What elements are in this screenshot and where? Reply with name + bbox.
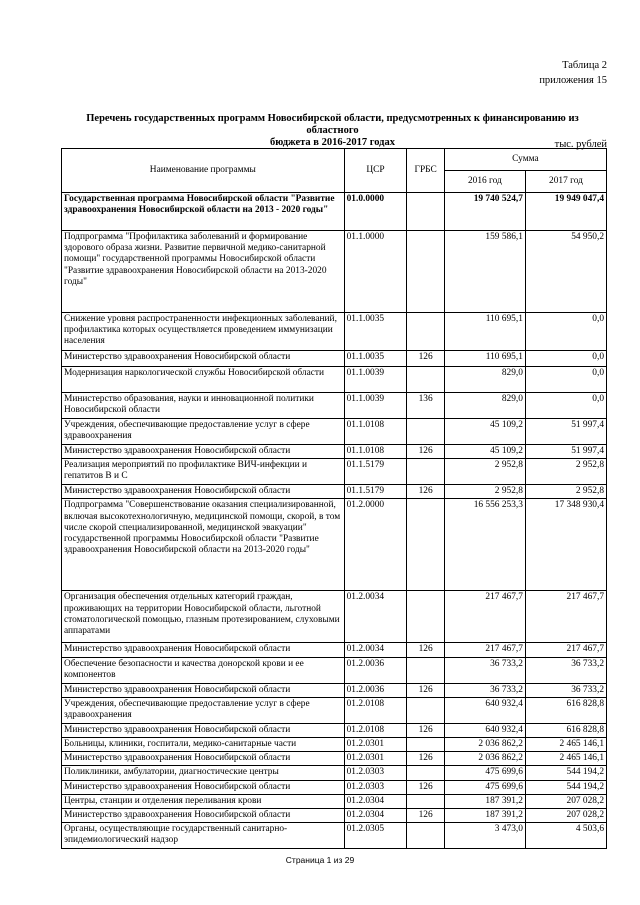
- table-row: [62, 697, 607, 723]
- row-2017-cell: 0,0: [525, 313, 606, 351]
- row-csr-cell: 01.1.0108: [344, 419, 407, 445]
- row-name-cell: Подпрограмма "Профилактика заболеваний и формирование здорового образа жизни. Развитие первичной медико-санитарной помощи" государственной программы Новосибирской области "Развитие здравоохранения Новосибирской области на 2013-2020 годы": [62, 231, 345, 313]
- row-name-cell: Учреждения, обеспечивающие предоставление услуг в сфере здравоохранения: [62, 419, 345, 445]
- row-csr-cell: 01.1.0039: [344, 367, 407, 393]
- row-name-cell: Учреждения, обеспечивающие предоставление услуг в сфере здравоохранения: [62, 697, 345, 723]
- row-2016-cell: 829,0: [444, 393, 525, 419]
- row-name-cell: Центры, станции и отделения переливания крови: [62, 794, 345, 808]
- row-csr-cell: 01.2.0304: [344, 794, 407, 808]
- row-csr-cell: 01.1.0035: [344, 351, 407, 367]
- table-row: [62, 419, 607, 445]
- row-grbs-cell: 136: [407, 393, 444, 419]
- row-name-cell: Министерство здравоохранения Новосибирской области: [62, 643, 345, 657]
- row-2016-cell: 2 036 862,2: [444, 738, 525, 752]
- row-csr-cell: 01.1.5179: [344, 459, 407, 485]
- row-2017-cell: 36 733,2: [525, 683, 606, 697]
- row-2016-cell: 475 699,6: [444, 780, 525, 794]
- row-2017-cell: 544 194,2: [525, 780, 606, 794]
- row-grbs-cell: [407, 459, 444, 485]
- row-csr-cell: 01.2.0304: [344, 809, 407, 823]
- row-2017-cell: 2 952,8: [525, 459, 606, 485]
- table-row: [62, 766, 607, 780]
- row-name-cell: Министерство здравоохранения Новосибирской области: [62, 683, 345, 697]
- table-row: [62, 193, 607, 231]
- header-2016: 2016 год: [444, 171, 525, 193]
- row-2016-cell: 217 467,7: [444, 591, 525, 643]
- row-grbs-cell: 126: [407, 723, 444, 737]
- row-csr-cell: 01.1.0000: [344, 231, 407, 313]
- title-line-2: бюджета в 2016-2017 годах: [270, 137, 395, 148]
- row-2017-cell: 0,0: [525, 367, 606, 393]
- programs-table: [61, 148, 607, 849]
- table-row: [62, 683, 607, 697]
- row-csr-cell: 01.2.0036: [344, 683, 407, 697]
- row-grbs-cell: [407, 766, 444, 780]
- row-2017-cell: 0,0: [525, 351, 606, 367]
- row-name-cell: Больницы, клиники, госпитали, медико-санитарные части: [62, 738, 345, 752]
- row-2017-cell: 17 348 930,4: [525, 499, 606, 591]
- row-2017-cell: 2 465 146,1: [525, 738, 606, 752]
- row-csr-cell: 01.2.0034: [344, 591, 407, 643]
- row-2017-cell: 2 465 146,1: [525, 752, 606, 766]
- row-2017-cell: 207 028,2: [525, 794, 606, 808]
- row-name-cell: Модернизация наркологической службы Новосибирской области: [62, 367, 345, 393]
- row-csr-cell: 01.2.0108: [344, 697, 407, 723]
- table-row: [62, 823, 607, 849]
- row-grbs-cell: 126: [407, 351, 444, 367]
- row-csr-cell: 01.2.0303: [344, 766, 407, 780]
- row-name-cell: Министерство здравоохранения Новосибирской области: [62, 752, 345, 766]
- row-csr-cell: 01.1.0035: [344, 313, 407, 351]
- row-2017-cell: 4 503,6: [525, 823, 606, 849]
- row-name-cell: Министерство здравоохранения Новосибирской области: [62, 780, 345, 794]
- row-csr-cell: 01.2.0305: [344, 823, 407, 849]
- table-row: [62, 794, 607, 808]
- page-footer: Страница 1 из 29: [285, 855, 355, 865]
- row-2016-cell: 187 391,2: [444, 809, 525, 823]
- row-grbs-cell: [407, 313, 444, 351]
- row-2016-cell: 2 036 862,2: [444, 752, 525, 766]
- table-row: [62, 657, 607, 683]
- row-2016-cell: 3 473,0: [444, 823, 525, 849]
- table-row: [62, 445, 607, 459]
- row-grbs-cell: [407, 231, 444, 313]
- row-2016-cell: 2 952,8: [444, 485, 525, 499]
- document-title: [60, 113, 605, 149]
- row-2016-cell: 640 932,4: [444, 697, 525, 723]
- row-csr-cell: 01.1.0108: [344, 445, 407, 459]
- row-2016-cell: 829,0: [444, 367, 525, 393]
- row-2016-cell: 187 391,2: [444, 794, 525, 808]
- header-2017: 2017 год: [525, 171, 606, 193]
- row-2016-cell: 36 733,2: [444, 683, 525, 697]
- row-2016-cell: 640 932,4: [444, 723, 525, 737]
- header-csr: ЦСР: [344, 149, 407, 193]
- table-row: [62, 459, 607, 485]
- row-grbs-cell: [407, 823, 444, 849]
- table-body: [62, 193, 607, 849]
- table-number: Таблица 2: [562, 60, 607, 71]
- row-2017-cell: 0,0: [525, 393, 606, 419]
- row-2016-cell: 217 467,7: [444, 643, 525, 657]
- table-annex-label: [539, 58, 607, 88]
- row-csr-cell: 01.2.0034: [344, 643, 407, 657]
- row-grbs-cell: [407, 697, 444, 723]
- title-line-1: Перечень государственных программ Новосибирской области, предусмотренных к финансированию из областного: [86, 113, 579, 136]
- row-2016-cell: 475 699,6: [444, 766, 525, 780]
- row-grbs-cell: 126: [407, 445, 444, 459]
- row-name-cell: Органы, осуществляющие государственный санитарно-эпидемиологический надзор: [62, 823, 345, 849]
- row-2017-cell: 51 997,4: [525, 419, 606, 445]
- row-csr-cell: 01.2.0303: [344, 780, 407, 794]
- header-name: Наименование программы: [62, 149, 345, 193]
- row-grbs-cell: 126: [407, 683, 444, 697]
- row-grbs-cell: 126: [407, 485, 444, 499]
- row-name-cell: Министерство образования, науки и инновационной политики Новосибирской области: [62, 393, 345, 419]
- row-2017-cell: 217 467,7: [525, 643, 606, 657]
- table-row: [62, 643, 607, 657]
- row-name-cell: Обеспечение безопасности и качества донорской крови и ее компонентов: [62, 657, 345, 683]
- table-row: [62, 809, 607, 823]
- table-row: [62, 591, 607, 643]
- row-csr-cell: 01.0.0000: [344, 193, 407, 231]
- row-2016-cell: 110 695,1: [444, 313, 525, 351]
- table-row: [62, 723, 607, 737]
- row-name-cell: Реализация мероприятий по профилактике ВИЧ-инфекции и гепатитов В и С: [62, 459, 345, 485]
- row-grbs-cell: 126: [407, 780, 444, 794]
- table-row: [62, 393, 607, 419]
- table-row: [62, 485, 607, 499]
- row-grbs-cell: [407, 657, 444, 683]
- table-row: [62, 367, 607, 393]
- row-grbs-cell: [407, 738, 444, 752]
- row-name-cell: Министерство здравоохранения Новосибирской области: [62, 809, 345, 823]
- row-2017-cell: 217 467,7: [525, 591, 606, 643]
- table-row: [62, 499, 607, 591]
- row-grbs-cell: [407, 193, 444, 231]
- row-name-cell: Подпрограмма "Совершенствование оказания специализированной, включая высокотехнологичную, медицинской помощи, скорой, в том числе скорой специализированной, медицинской эвакуации" государственной программы Новосибирской области "Развитие здравоохранения Новосибирской области на 2013-2020 годы": [62, 499, 345, 591]
- table-row: [62, 313, 607, 351]
- row-2016-cell: 2 952,8: [444, 459, 525, 485]
- row-2017-cell: 2 952,8: [525, 485, 606, 499]
- row-name-cell: Поликлиники, амбулатории, диагностические центры: [62, 766, 345, 780]
- units-label: тыс. рублей: [554, 139, 607, 150]
- row-2017-cell: 616 828,8: [525, 697, 606, 723]
- row-name-cell: Министерство здравоохранения Новосибирской области: [62, 445, 345, 459]
- row-grbs-cell: [407, 367, 444, 393]
- table-row: [62, 780, 607, 794]
- row-2017-cell: 54 950,2: [525, 231, 606, 313]
- row-name-cell: Министерство здравоохранения Новосибирской области: [62, 485, 345, 499]
- row-grbs-cell: 126: [407, 752, 444, 766]
- row-csr-cell: 01.1.0039: [344, 393, 407, 419]
- row-2017-cell: 616 828,8: [525, 723, 606, 737]
- row-name-cell: Государственная программа Новосибирской области "Развитие здравоохранения Новосибирской области на 2013 - 2020 годы": [62, 193, 345, 231]
- row-2016-cell: 19 740 524,7: [444, 193, 525, 231]
- row-grbs-cell: 126: [407, 643, 444, 657]
- row-name-cell: Министерство здравоохранения Новосибирской области: [62, 723, 345, 737]
- table-row: [62, 752, 607, 766]
- header-grbs: ГРБС: [407, 149, 444, 193]
- row-csr-cell: 01.1.5179: [344, 485, 407, 499]
- row-2016-cell: 159 586,1: [444, 231, 525, 313]
- row-grbs-cell: 126: [407, 809, 444, 823]
- header-sum: Сумма: [444, 149, 606, 171]
- row-csr-cell: 01.2.0301: [344, 738, 407, 752]
- row-csr-cell: 01.2.0036: [344, 657, 407, 683]
- row-2017-cell: 19 949 047,4: [525, 193, 606, 231]
- row-name-cell: Организация обеспечения отдельных категорий граждан, проживающих на территории Новосибирской области, льготной стоматологической помощью, глазным протезированием, слуховыми аппаратами: [62, 591, 345, 643]
- row-grbs-cell: [407, 591, 444, 643]
- table-row: [62, 231, 607, 313]
- table-row: [62, 738, 607, 752]
- row-grbs-cell: [407, 419, 444, 445]
- row-csr-cell: 01.2.0108: [344, 723, 407, 737]
- row-grbs-cell: [407, 499, 444, 591]
- annex-number: приложения 15: [539, 75, 607, 86]
- row-2017-cell: 51 997,4: [525, 445, 606, 459]
- row-2016-cell: 110 695,1: [444, 351, 525, 367]
- row-2016-cell: 45 109,2: [444, 419, 525, 445]
- row-2016-cell: 36 733,2: [444, 657, 525, 683]
- row-name-cell: Министерство здравоохранения Новосибирской области: [62, 351, 345, 367]
- row-2017-cell: 207 028,2: [525, 809, 606, 823]
- row-2017-cell: 544 194,2: [525, 766, 606, 780]
- row-2016-cell: 45 109,2: [444, 445, 525, 459]
- table-row: [62, 351, 607, 367]
- row-csr-cell: 01.2.0301: [344, 752, 407, 766]
- row-2017-cell: 36 733,2: [525, 657, 606, 683]
- row-name-cell: Снижение уровня распространенности инфекционных заболеваний, профилактика которых осуществляется проведением иммунизации населения: [62, 313, 345, 351]
- row-grbs-cell: [407, 794, 444, 808]
- row-2016-cell: 16 556 253,3: [444, 499, 525, 591]
- row-csr-cell: 01.2.0000: [344, 499, 407, 591]
